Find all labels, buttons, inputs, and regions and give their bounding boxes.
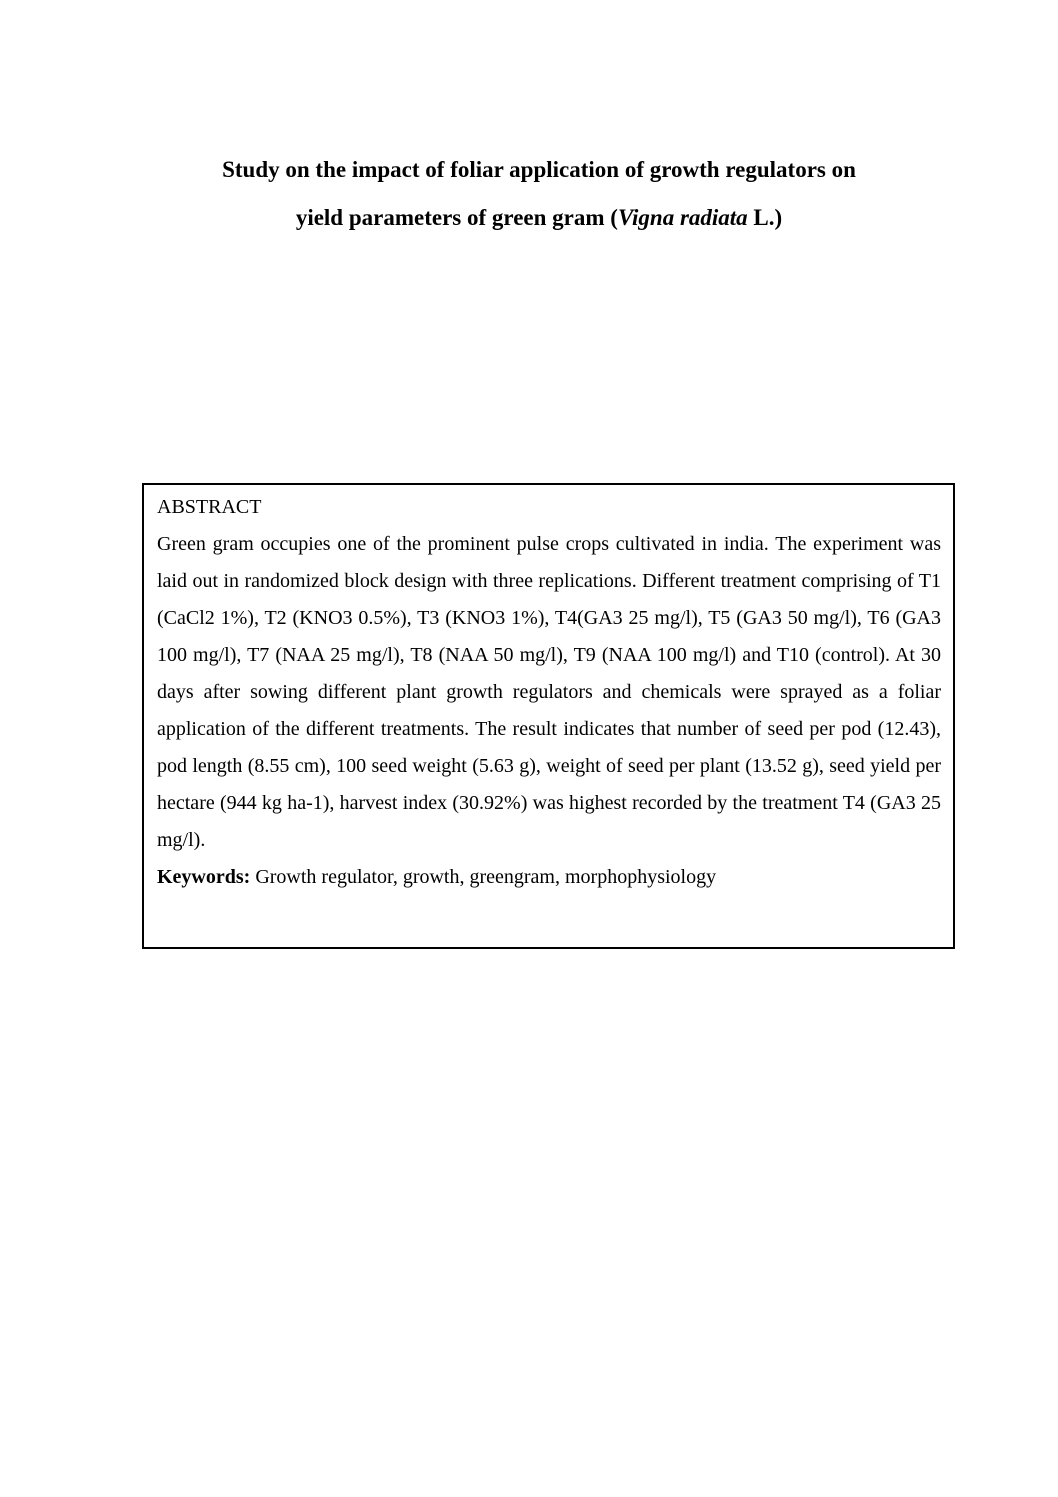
abstract-heading: ABSTRACT [157,496,262,518]
paper-title-line1: Study on the impact of foliar application of growth regulators on [222,157,856,182]
keywords-line [157,859,941,896]
abstract-body-text: Green gram occupies one of the prominent pulse crops cultivated in india. The experiment was laid out in randomized block design with three replications. Different treatment comprising of T1 (CaCl2 1%), T2 (KNO3 0.5%), T3 (KNO3 1%), T4(GA3 25 mg/l), T5 (GA3 50 mg/l), T6 (GA3 100 mg/l), T7 (NAA 25 mg/l), T8 (NAA 50 mg/l), T9 (NAA 100 mg/l) and T10 (control). At 30 days after sowing different plant growth regulators and chemicals were sprayed as a foliar application of the different treatments. The result indicates that number of seed per pod (12.43), pod length (8.55 cm), 100 seed weight (5.63 g), weight of seed per plant (13.52 g), seed yield per hectare (944 kg ha-1), harvest index (30.92%) was highest recorded by the treatment T4 (GA3 25 mg/l). [157,533,941,851]
paper-title-line2-suffix: L.) [747,205,783,230]
keywords-text: Growth regulator, growth, greengram, morphophysiology [250,866,717,888]
paper-title [0,146,1058,242]
abstract-box [142,483,955,949]
keywords-label: Keywords: [157,866,251,888]
paper-title-line2-prefix: yield parameters of green gram ( [295,205,618,230]
paper-title-species-name: Vigna radiata [617,205,748,230]
paper-title-line2 [296,205,782,230]
